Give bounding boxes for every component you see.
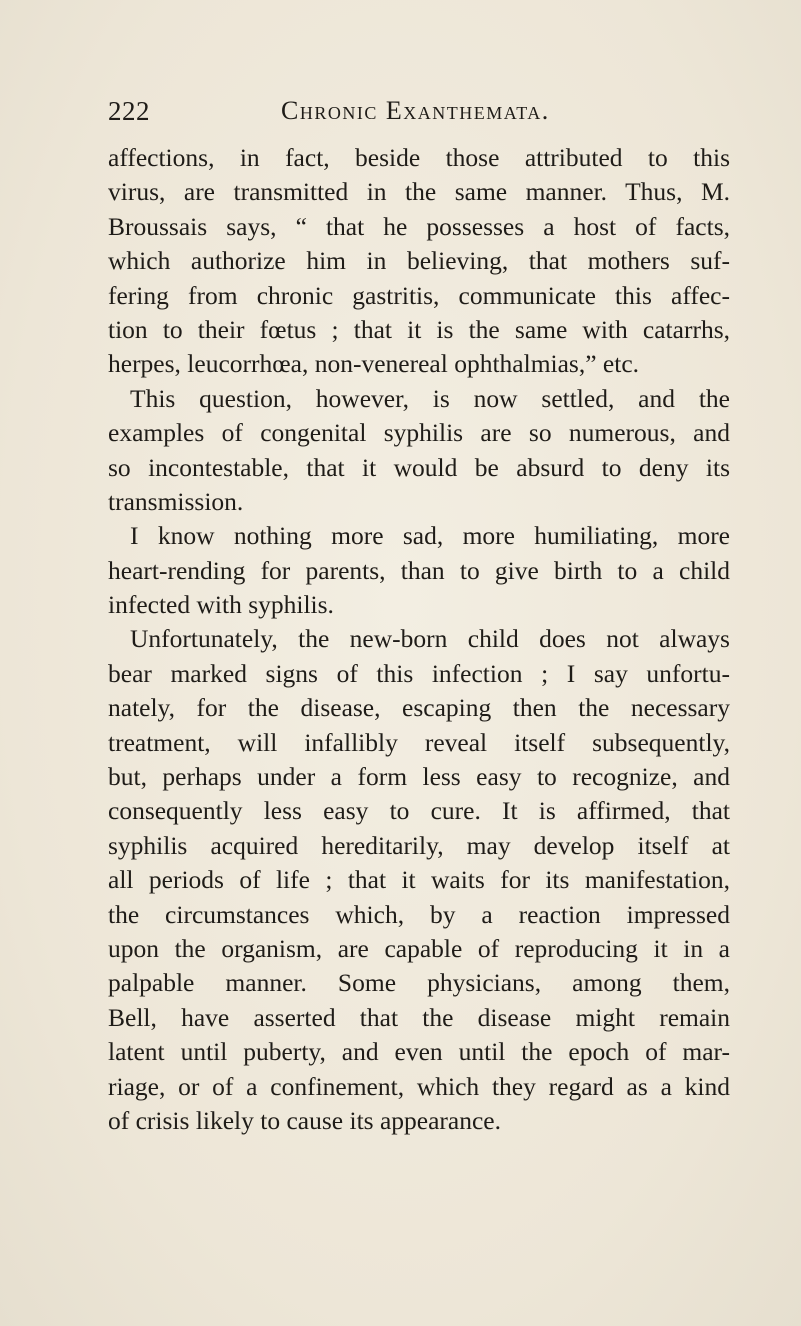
text-line: the circumstances which, by a reaction impressed [108, 899, 730, 929]
text-line: fering from chronic gastritis, communicate this affec- [108, 280, 730, 310]
text-line: treatment, will infallibly reveal itself subsequently, [108, 727, 730, 757]
text-line: tion to their fœtus ; that it is the same with catarrhs, [108, 314, 730, 344]
text-line: syphilis acquired hereditarily, may develop itself at [108, 830, 730, 860]
text-line: infected with syphilis. [108, 590, 334, 620]
text-line: latent until puberty, and even until the epoch of mar- [108, 1037, 730, 1067]
text-line: which authorize him in believing, that mothers suf- [108, 246, 730, 276]
text-line: nately, for the disease, escaping then the necessary [108, 693, 730, 723]
running-head: Chronic Exanthemata. [281, 96, 550, 125]
text-line: herpes, leucorrhœa, non-venereal ophthalmias,” etc. [108, 349, 640, 379]
text-line: Unfortunately, the new-born child does not always [130, 624, 730, 654]
page-number: 222 [108, 96, 150, 126]
text-line: riage, or of a confinement, which they regard as a kind [108, 1071, 730, 1101]
text-line: This question, however, is now settled, and the [130, 383, 730, 413]
text-line: palpable manner. Some physicians, among them, [108, 968, 730, 998]
text-line: examples of congenital syphilis are so numerous, and [108, 418, 730, 448]
body-text [108, 141, 730, 1138]
text-line: virus, are transmitted in the same manner. Thus, M. [108, 177, 730, 207]
text-line: of crisis likely to cause its appearance. [108, 1105, 501, 1135]
page-header [108, 96, 708, 132]
text-line: so incontestable, that it would be absurd to deny its [108, 452, 730, 482]
text-line: Broussais says, “ that he possesses a host of facts, [108, 211, 730, 241]
text-line: all periods of life ; that it waits for its manifestation, [108, 865, 730, 895]
text-line: upon the organism, are capable of reproducing it in a [108, 933, 730, 963]
text-line: I know nothing more sad, more humiliating, more [130, 521, 730, 551]
text-line: Bell, have asserted that the disease might remain [108, 1002, 730, 1032]
text-line: heart-rending for parents, than to give birth to a child [108, 555, 730, 585]
text-line: bear marked signs of this infection ; I say unfortu- [108, 658, 730, 688]
text-line: transmission. [108, 486, 244, 516]
text-line: affections, in fact, beside those attributed to this [108, 143, 730, 172]
text-line: consequently less easy to cure. It is affirmed, that [108, 796, 730, 826]
text-line: but, perhaps under a form less easy to recognize, and [108, 762, 730, 792]
